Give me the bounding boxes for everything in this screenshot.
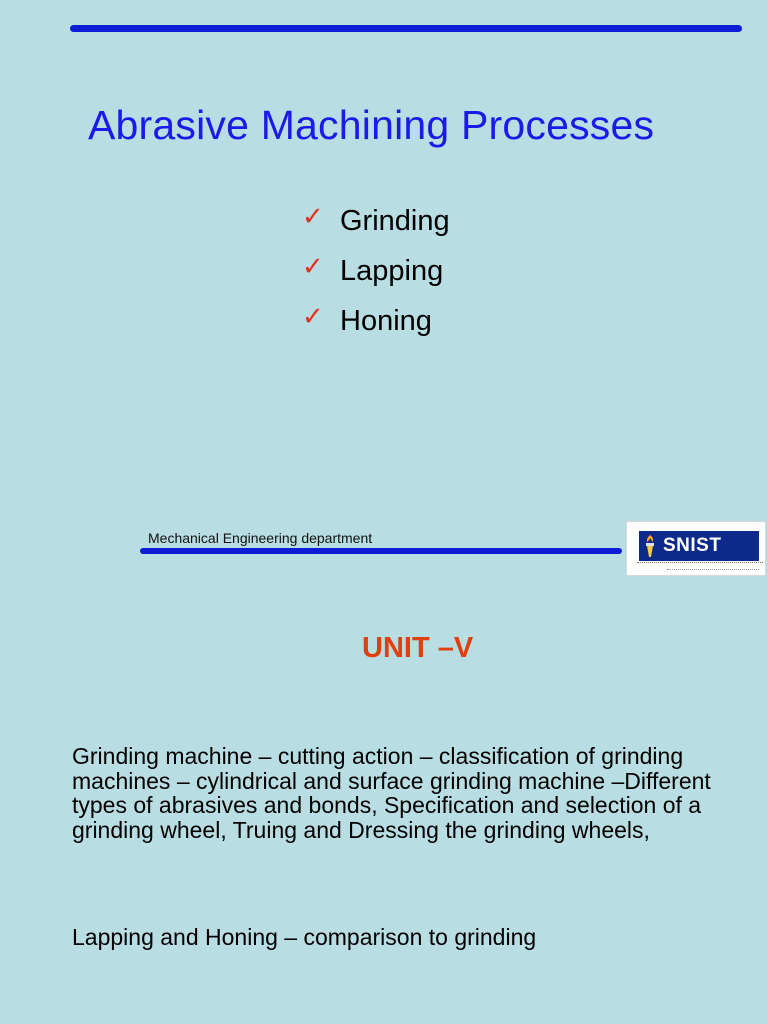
checkmark-icon: ✓	[302, 202, 324, 232]
bullet-item	[302, 196, 450, 246]
bullet-item	[302, 246, 450, 296]
top-divider	[70, 25, 742, 32]
logo-motto	[667, 569, 759, 573]
checkmark-icon: ✓	[302, 302, 324, 332]
bullet-item	[302, 296, 450, 346]
logo-tagline	[637, 562, 763, 567]
logo-badge	[639, 531, 759, 561]
snist-logo	[626, 521, 766, 576]
bullet-label: Honing	[340, 304, 432, 337]
checkmark-icon: ✓	[302, 252, 324, 282]
bullet-list	[302, 196, 450, 346]
syllabus-paragraph: Grinding machine – cutting action – classification of grinding machines – cylindrical and surface grinding machine –Different types of abrasives and bonds, Specification and selection of a grinding wheel, Truing and Dressing the grinding wheels,	[72, 743, 711, 843]
slide-title: Abrasive Machining Processes	[88, 102, 655, 148]
footer-divider	[140, 548, 622, 554]
unit-heading: UNIT –V	[362, 632, 474, 664]
syllabus-paragraph-2: Lapping and Honing – comparison to grinding	[72, 924, 537, 950]
bullet-label: Lapping	[340, 254, 444, 287]
logo-text: SNIST	[663, 535, 722, 556]
bullet-label: Grinding	[340, 204, 450, 237]
department-label: Mechanical Engineering department	[148, 530, 373, 546]
torch-icon	[642, 534, 658, 558]
